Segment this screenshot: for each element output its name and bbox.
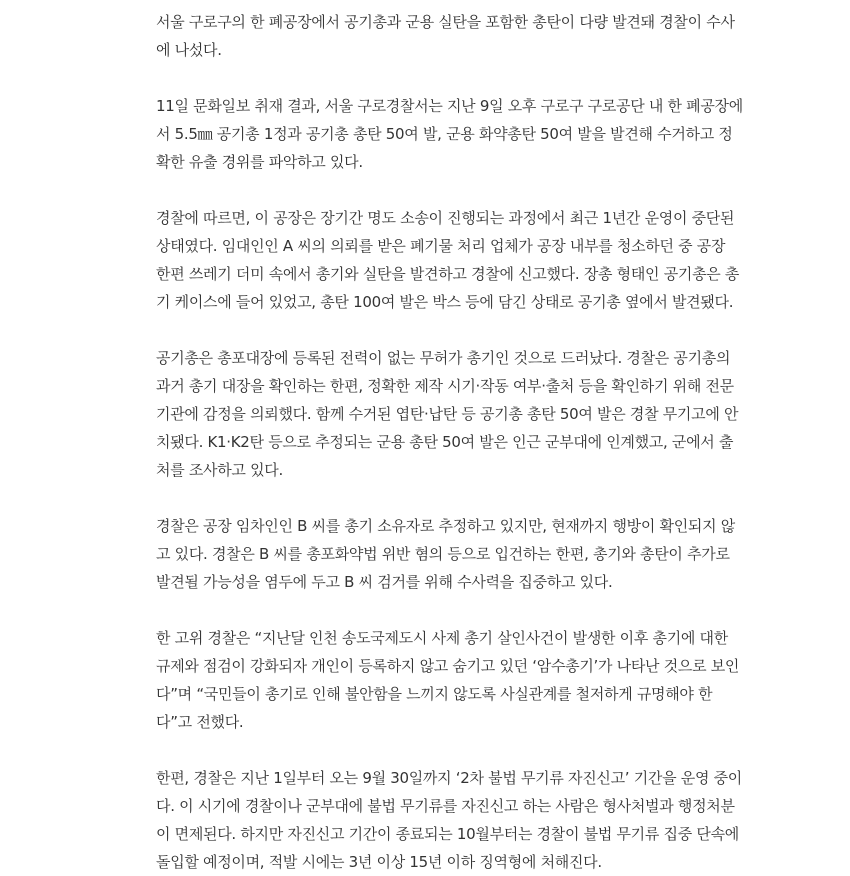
- text-line: 다”고 전했다.: [156, 713, 244, 731]
- text-line: 에 나섰다.: [156, 41, 222, 59]
- text-line: 서 5.5㎜ 공기총 1정과 공기총 총탄 50여 발, 군용 화약총탄 50여 발을 발견해 수거하고 정: [156, 125, 733, 143]
- text-line: 경찰은 공장 임차인인 B 씨를 총기 소유자로 추정하고 있지만, 현재까지 행방이 확인되지 않: [156, 517, 735, 535]
- paragraph-gap: [156, 176, 711, 204]
- text-line: 과거 총기 대장을 확인하는 한편, 정확한 제작 시기·작동 여부·출처 등을 확인하기 위해 전문: [156, 377, 734, 395]
- paragraph: [156, 624, 740, 736]
- text-line: 서울 구로구의 한 폐공장에서 공기총과 군용 실탄을 포함한 총탄이 다량 발견돼 경찰이 수사: [156, 13, 735, 31]
- text-line: 돌입할 예정이며, 적발 시에는 3년 이상 15년 이하 징역형에 처해진다.: [156, 853, 602, 871]
- paragraph: [156, 92, 743, 176]
- paragraph-gap: [156, 484, 711, 512]
- text-line: 한편, 경찰은 지난 1일부터 오는 9월 30일까지 ‘2차 불법 무기류 자진신고’ 기간을 운영 중이: [156, 769, 742, 787]
- text-line: 한 고위 경찰은 “지난달 인천 송도국제도시 사제 총기 살인사건이 발생한 이후 총기에 대한: [156, 629, 728, 647]
- paragraph: [156, 764, 742, 876]
- text-line: 상태였다. 임대인인 A 씨의 의뢰를 받은 폐기물 처리 업체가 공장 내부를 청소하던 중 공장: [156, 237, 726, 255]
- text-line: 확한 유출 경위를 파악하고 있다.: [156, 153, 363, 171]
- text-line: 다. 이 시기에 경찰이나 군부대에 불법 무기류를 자진신고 하는 사람은 형사처벌과 행정처분: [156, 797, 735, 815]
- text-line: 11일 문화일보 취재 결과, 서울 구로경찰서는 지난 9일 오후 구로구 구로공단 내 한 폐공장에: [156, 97, 743, 115]
- text-line: 치됐다. K1·K2탄 등으로 추정되는 군용 총탄 50여 발은 인근 군부대에 인계했고, 군에서 출: [156, 433, 734, 451]
- paragraph-gap: [156, 596, 711, 624]
- text-line: 처를 조사하고 있다.: [156, 461, 283, 479]
- text-line: 이 면제된다. 하지만 자진신고 기간이 종료되는 10월부터는 경찰이 불법 무기류 집중 단속에: [156, 825, 739, 843]
- text-line: 기관에 감정을 의뢰했다. 함께 수거된 엽탄·납탄 등 공기총 총탄 50여 발은 경찰 무기고에 안: [156, 405, 739, 423]
- paragraph-gap: [156, 316, 711, 344]
- paragraph: [156, 8, 735, 64]
- article-body: [156, 8, 743, 876]
- paragraph: [156, 344, 739, 484]
- paragraph: [156, 512, 735, 596]
- paragraph: [156, 204, 740, 316]
- text-line: 경찰에 따르면, 이 공장은 장기간 명도 소송이 진행되는 과정에서 최근 1년간 운영이 중단된: [156, 209, 735, 227]
- text-line: 고 있다. 경찰은 B 씨를 총포화약법 위반 혐의 등으로 입건하는 한편, 총기와 총탄이 추가로: [156, 545, 730, 563]
- text-line: 공기총은 총포대장에 등록된 전력이 없는 무허가 총기인 것으로 드러났다. 경찰은 공기총의: [156, 349, 731, 367]
- paragraph-gap: [156, 736, 711, 764]
- text-line: 기 케이스에 들어 있었고, 총탄 100여 발은 박스 등에 담긴 상태로 공기총 옆에서 발견됐다.: [156, 293, 734, 311]
- text-line: 다”며 “국민들이 총기로 인해 불안함을 느끼지 않도록 사실관계를 철저하게 규명해야 한: [156, 685, 713, 703]
- paragraph-gap: [156, 64, 711, 92]
- text-line: 발견될 가능성을 염두에 두고 B 씨 검거를 위해 수사력을 집중하고 있다.: [156, 573, 613, 591]
- text-line: 규제와 점검이 강화되자 개인이 등록하지 않고 숨기고 있던 ‘암수총기’가 나타난 것으로 보인: [156, 657, 740, 675]
- text-line: 한편 쓰레기 더미 속에서 총기와 실탄을 발견하고 경찰에 신고했다. 장총 형태인 공기총은 총: [156, 265, 740, 283]
